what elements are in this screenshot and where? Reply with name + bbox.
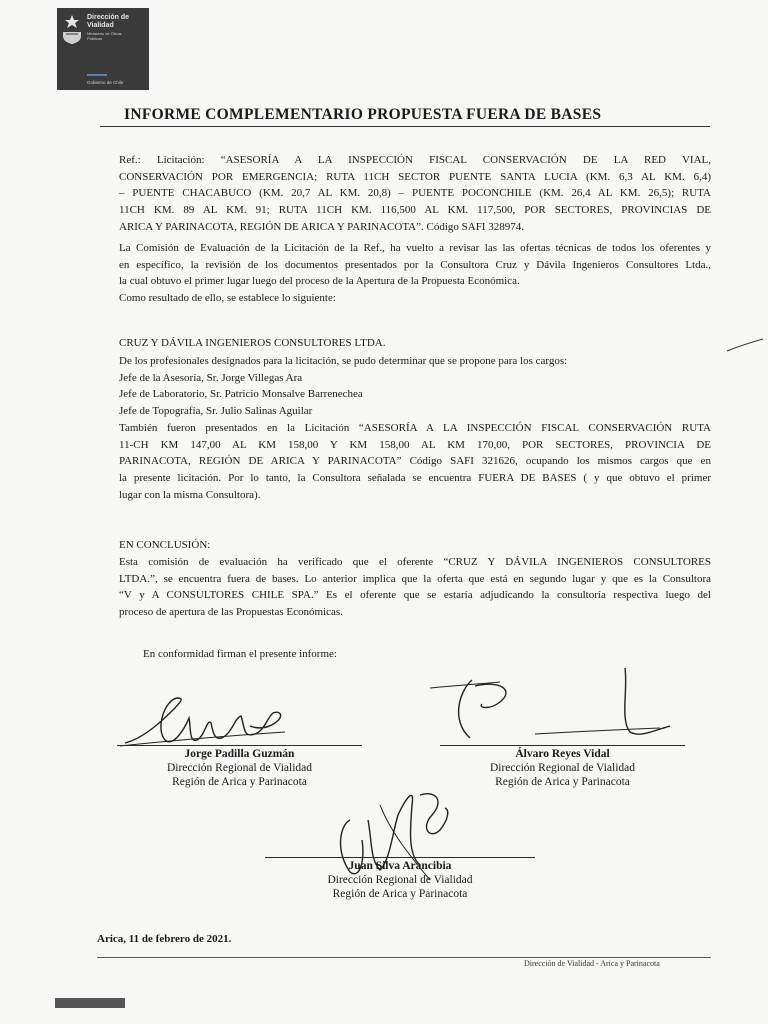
signature-line	[440, 745, 685, 746]
conclusion-paragraph	[119, 554, 711, 621]
text-line: También fueron presentados en la Licitación “ASESORÍA A LA INSPECCIÓN FISCAL CONSERVACIÓN RUTA	[119, 421, 711, 434]
direccion-vialidad-logo	[57, 8, 149, 90]
reference-paragraph	[119, 152, 711, 236]
text-line: En conformidad firman el presente informe:	[143, 648, 337, 660]
text-line: en específico, la revisión de los documentos presentados por la Consultora Cruz y Dávila Ingenieros Consultores Ltda.,	[119, 258, 711, 271]
text-line: Jefe de Topografía, Sr. Julio Salinas Aguilar	[119, 405, 313, 418]
text-line: lugar con la misma Consultora).	[119, 488, 261, 501]
text-line: ARICA Y PARINACOTA, REGIÓN DE ARICA Y PARINACOTA”. Código SAFI 328974.	[119, 220, 524, 233]
text-line: la presente licitación. Por lo tanto, la Consultora señalada se encuentra FUERA DE BASES ( y que obtuvo el primer	[119, 471, 711, 484]
chile-coat-of-arms-icon	[60, 12, 84, 44]
signatory-role: Dirección Regional de Vialidad	[166, 762, 313, 774]
conclusion-heading	[119, 537, 711, 554]
text-line: Esta comisión de evaluación ha verificado que el oferente “CRUZ Y DÁVILA INGENIEROS CONSULTORES	[119, 556, 711, 568]
text-line: Como resultado de ello, se establece lo siguiente:	[119, 292, 336, 305]
signatory-region: Región de Arica y Parinacota	[495, 776, 630, 788]
professionals-paragraph	[119, 353, 711, 503]
pen-mark-icon	[725, 335, 765, 355]
text-line: De los profesionales designados para la licitación, se pudo determinar que se propone para los cargos:	[119, 355, 568, 367]
text-line: CRUZ Y DÁVILA INGENIEROS CONSULTORES LTDA.	[119, 337, 386, 349]
text-line: La Comisión de Evaluación de la Licitación de la Ref., ha vuelto a revisar las las ofertas técnicas de todos los oferentes y	[119, 242, 711, 254]
text-line: EN CONCLUSIÓN:	[119, 539, 211, 551]
document-date: Arica, 11 de febrero de 2021.	[97, 933, 232, 945]
text-line: proceso de apertura de las Propuestas Económicas.	[119, 606, 343, 619]
text-line: Jefe de la Asesoría, Sr. Jorge Villegas Ara	[119, 371, 303, 384]
signatory-region: Región de Arica y Parinacota	[172, 776, 307, 788]
logo-rule	[87, 74, 107, 76]
text-line: 11CH KM. 89 AL KM. 91; RUTA 11CH KM. 116,500 AL KM. 117,500, POR SECTORES, PROVINCIAS DE	[119, 204, 711, 217]
text-line: Jefe de Laboratorio, Sr. Patricio Monsalve Barrenechea	[119, 388, 363, 401]
footer-bar	[55, 998, 125, 1008]
text-line: LTDA.”, se encuentra fuera de bases. Lo anterior implica que la oferta que está en segundo lugar y que es la Consultora	[119, 572, 711, 585]
signatory-name: Juan Silva Arancibia	[348, 860, 452, 872]
signature-icon	[430, 660, 670, 750]
signatory-block	[265, 859, 535, 901]
footer-text: Dirección de Vialidad - Arica y Parinacota	[524, 959, 660, 968]
title-underline	[100, 126, 710, 127]
text-line: – PUENTE CHACABUCO (KM. 20,7 AL KM. 20,8) – PUENTE POCONCHILE (KM. 26,4 AL KM. 26,5); RUTA	[119, 187, 711, 200]
document-title: INFORME COMPLEMENTARIO PROPUESTA FUERA DE BASES	[124, 106, 602, 123]
logo-org-name: Dirección de Vialidad	[87, 14, 130, 29]
signatory-role: Dirección Regional de Vialidad	[327, 874, 473, 886]
signature-line	[265, 857, 535, 858]
text-line: CONSERVACIÓN POR EMERGENCIA; RUTA 11CH SECTOR PUENTE SANTA LUCIA (KM. 6,3 AL KM. 6,4)	[119, 170, 711, 183]
signatory-name: Álvaro Reyes Vidal	[515, 748, 610, 760]
text-line: 11-CH KM 147,00 AL KM 158,00 Y KM 158,00 AL KM 170,00, POR SECTORES, PROVINCIA DE	[119, 438, 711, 451]
text-line: Ref.: Licitación: “ASESORÍA A LA INSPECCIÓN FISCAL CONSERVACIÓN DE LA RED VIAL,	[119, 154, 711, 166]
commission-paragraph	[119, 240, 711, 307]
text-line: PARINACOTA, REGIÓN DE ARICA Y PARINACOTA” Código SAFI 321626, ocupando los mismos cargos que en	[119, 455, 711, 468]
company-heading	[119, 335, 711, 352]
signatory-region: Región de Arica y Parinacota	[332, 888, 468, 900]
signature-line	[117, 745, 362, 746]
text-line: la cual obtuvo el primer lugar luego del proceso de la Apertura de la Propuesta Económica.	[119, 275, 520, 288]
footer-rule	[97, 957, 711, 958]
text-line: “V y A CONSULTORES CHILE SPA.” Es el oferente que se estaría adjudicando la consultoría respectiva luego del	[119, 589, 711, 602]
signatory-name: Jorge Padilla Guzmán	[184, 748, 295, 760]
signatory-role: Dirección Regional de Vialidad	[489, 762, 636, 774]
logo-government: Gobierno de Chile	[87, 80, 124, 85]
logo-ministry: Ministerio de Obras Públicas	[87, 31, 122, 41]
